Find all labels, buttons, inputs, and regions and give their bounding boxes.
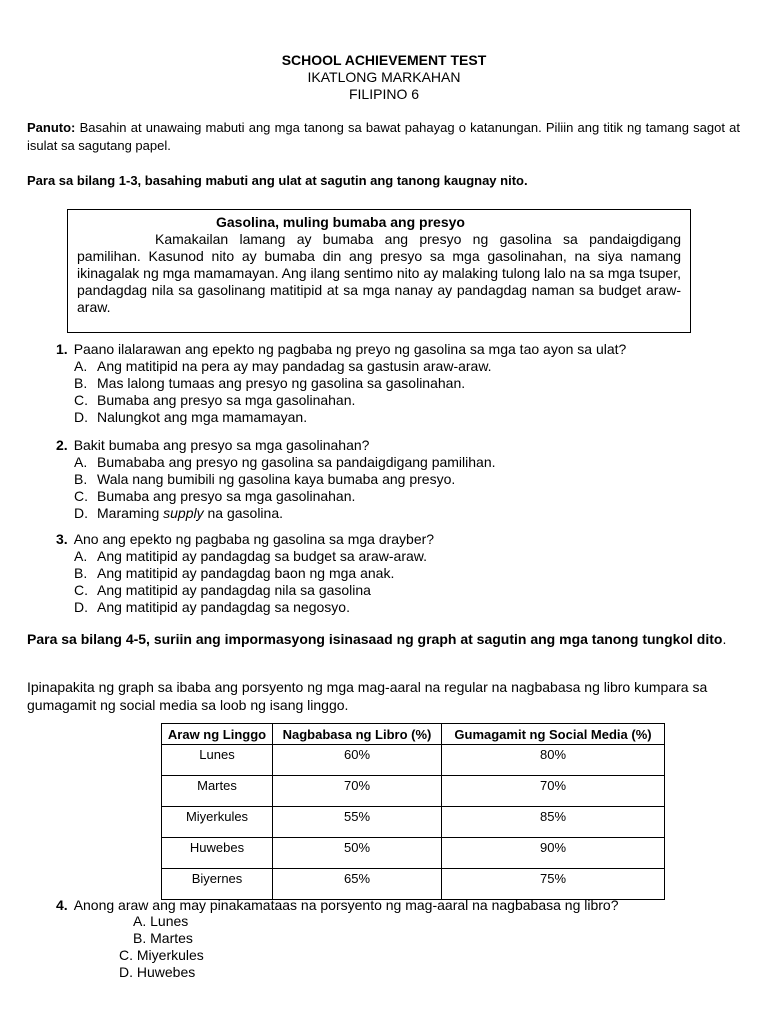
question-4 — [56, 897, 619, 914]
option-a: A. Bumababa ang presyo ng gasolina sa pandaigdigang pamilihan. — [74, 454, 496, 470]
reading-vs-social-media-table — [161, 723, 665, 900]
question-1 — [56, 341, 626, 426]
question-stem: Paano ilalarawan ang epekto ng pagbaba ng preyo ng gasolina sa mga tao ayon sa ulat? — [73, 341, 627, 357]
table-row: Martes 70% 70% — [162, 776, 665, 807]
question-stem: Anong araw ang may pinakamataas na porsyento ng mag-aaral na nagbabasa ng libro? — [73, 897, 619, 913]
option-d: D. Ang matitipid ay pandagdag sa negosyo. — [74, 599, 350, 615]
question-number: 4. — [56, 897, 68, 913]
option-c: C. Bumaba ang presyo sa mga gasolinahan. — [74, 392, 356, 408]
question-3 — [56, 531, 434, 616]
option-c: C. Miyerkules — [119, 947, 204, 963]
option-d: D. Nalungkot ang mga mamamayan. — [74, 409, 308, 425]
section1-instruction: Para sa bilang 1-3, basahing mabuti ang ulat at sagutin ang tanong kaugnay nito. — [27, 173, 528, 188]
header-reading: Nagbabasa ng Libro (%) — [273, 724, 442, 745]
table-row: Miyerkules 55% 85% — [162, 807, 665, 838]
option-b: B. Wala nang bumibili ng gasolina kaya bumaba ang presyo. — [74, 471, 456, 487]
option-a: A. Lunes — [133, 913, 189, 929]
option-c: C. Bumaba ang presyo sa mga gasolinahan. — [74, 488, 356, 504]
test-header — [0, 52, 768, 103]
option-a: A. Ang matitipid ay pandagdag sa budget sa araw-araw. — [74, 548, 427, 564]
quarter-label: IKATLONG MARKAHAN — [307, 69, 461, 85]
header-social-media: Gumagamit ng Social Media (%) — [442, 724, 665, 745]
option-b: B. Martes — [133, 930, 193, 946]
question-number: 2. — [56, 437, 68, 453]
article-title: Gasolina, muling bumaba ang presyo — [216, 214, 465, 230]
option-b: B. Ang matitipid ay pandagdag baon ng mga anak. — [74, 565, 395, 581]
question-stem: Ano ang epekto ng pagbaba ng gasolina sa mga drayber? — [73, 531, 435, 547]
graph-intro: Ipinapakita ng graph sa ibaba ang porsyento ng mga mag-aaral na regular na nagbabasa ng libro kumpara sa gumagamit ng social media sa loob ng isang linggo. — [27, 679, 708, 713]
option-b: B. Mas lalong tumaas ang presyo ng gasolina sa gasolinahan. — [74, 375, 466, 391]
question-stem: Bakit bumaba ang presyo sa mga gasolinahan? — [73, 437, 370, 453]
option-c: C. Ang matitipid ay pandagdag nila sa gasolina — [74, 582, 371, 598]
table-row: Huwebes 50% 90% — [162, 838, 665, 869]
question-number: 1. — [56, 341, 68, 357]
option-d: D. Maraming supply na gasolina. — [74, 505, 284, 521]
directions-text: Basahin at unawaing mabuti ang mga tanong sa bawat pahayag o katanungan. Piliin ang titik ng tamang sagot at isulat sa sagutang papel. — [27, 120, 740, 153]
article-body: Kamakailan lamang ay bumaba ang presyo ng gasolina sa pandaigdigang pamilihan. Kasunod nito ay bumaba din ang presyo sa mga gasolinahan, na siya namang ikinagalak ng mga mamamayan. Ang ilang sentimo nito ay malaking tulong lalo na sa mga tsuper, pandagdag nila sa gasolinang matitipid at sa mga nanay ay pandagdag naman sa budget araw-araw. — [77, 231, 681, 315]
option-a: A. Ang matitipid na pera ay may pandadag sa gastusin araw-araw. — [74, 358, 492, 374]
question-2 — [56, 437, 496, 522]
article-box — [67, 209, 691, 333]
question-4-options — [119, 913, 204, 981]
table-row: Lunes 60% 80% — [162, 745, 665, 776]
table-row: Biyernes 65% 75% — [162, 869, 665, 900]
question-number: 3. — [56, 531, 68, 547]
subject-label: FILIPINO 6 — [348, 86, 420, 102]
option-d: D. Huwebes — [119, 964, 196, 980]
test-title: SCHOOL ACHIEVEMENT TEST — [281, 52, 487, 68]
section2-instruction: Para sa bilang 4-5, suriin ang impormasyong isinasaad ng graph at sagutin ang mga tanong tungkol dito. — [27, 631, 727, 647]
directions-label: Panuto: — [27, 120, 76, 135]
directions — [27, 119, 740, 155]
header-day: Araw ng Linggo — [162, 724, 273, 745]
